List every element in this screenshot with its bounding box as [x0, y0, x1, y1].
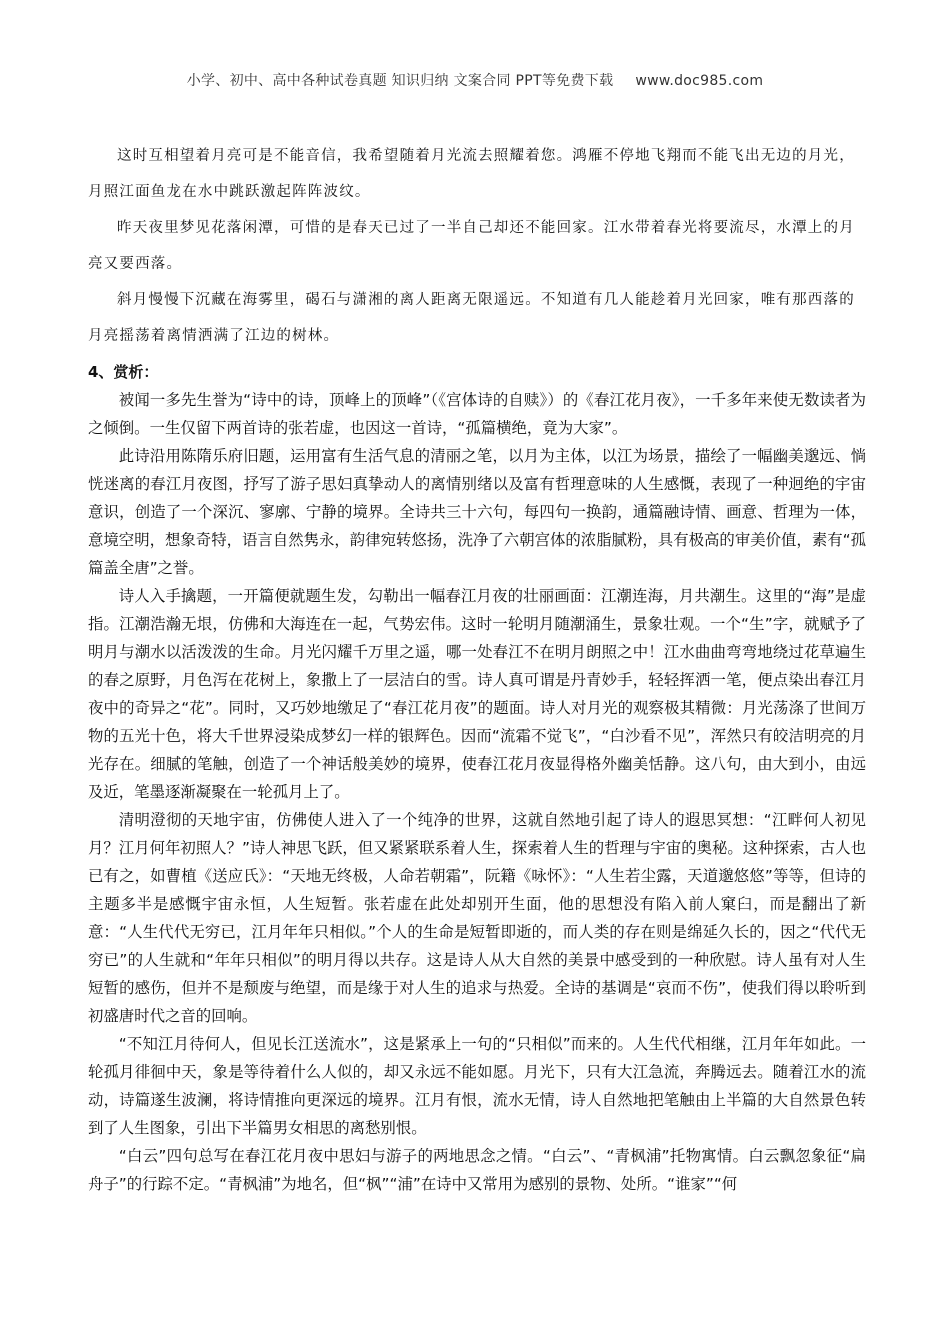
page-header [0, 70, 950, 90]
section-heading: 4、赏析： [88, 363, 159, 381]
translation-paragraph-1: 这时互相望着月亮可是不能音信，我希望随着月光流去照耀着您。鸿雁不停地飞翔而不能飞出无边的月光，月照江面鱼龙在水中跳跃激起阵阵波纹。 [88, 148, 855, 200]
analysis-paragraph-5: “不知江月待何人，但见长江送流水”，这是紧承上一句的“只相似”而来的。人生代代相继，江月年年如此。一轮孤月徘徊中天，象是等待着什么人似的，却又永远不能如愿。月光下，只有大江急流，奔腾远去。随着江水的流动，诗篇遂生波澜，将诗情推向更深远的境界。江月有恨，流水无情，诗人自然地把笔触由上半篇的大自然景色转到了人生图象，引出下半篇男女相思的离愁别恨。 [88, 1035, 866, 1137]
header-site-link[interactable]: www.doc985.com [635, 73, 764, 89]
analysis-body [88, 386, 866, 1198]
analysis-paragraph-6: “白云”四句总写在春江花月夜中思妇与游子的两地思念之情。“白云”、“青枫浦”托物寓情。白云飘忽象征“扁舟子”的行踪不定。“青枫浦”为地名，但“枫”“浦”在诗中又常用为感别的景物、处所。“谁家”“何 [88, 1147, 866, 1193]
translation-paragraph-2: 昨天夜里梦见花落闲潭，可惜的是春天已过了一半自己却还不能回家。江水带着春光将要流尽，水潭上的月亮又要西落。 [88, 220, 855, 272]
header-text: 小学、初中、高中各种试卷真题 知识归纳 文案合同 PPT等免费下载 [186, 73, 614, 89]
translation-paragraph-3: 斜月慢慢下沉藏在海雾里，碣石与潇湘的离人距离无限遥远。不知道有几人能趁着月光回家，唯有那西落的月亮摇荡着离情洒满了江边的树林。 [88, 292, 855, 344]
analysis-paragraph-1: 被闻一多先生誉为“诗中的诗，顶峰上的顶峰”（《宫体诗的自赎》）的《春江花月夜》，一千多年来使无数读者为之倾倒。一生仅留下两首诗的张若虚，也因这一首诗，“孤篇横绝，竟为大家”。 [88, 391, 866, 437]
analysis-paragraph-2: 此诗沿用陈隋乐府旧题，运用富有生活气息的清丽之笔，以月为主体，以江为场景，描绘了一幅幽美邈远、惝恍迷离的春江月夜图，抒写了游子思妇真挚动人的离情别绪以及富有哲理意味的人生感慨，表现了一种迥绝的宇宙意识，创造了一个深沉、寥廓、宁静的境界。全诗共三十六句，每四句一换韵，通篇融诗情、画意、哲理为一体，意境空明，想象奇特，语言自然隽永，韵律宛转悠扬，洗净了六朝宫体的浓脂腻粉，具有极高的审美价值，素有“孤篇盖全唐”之誉。 [88, 447, 866, 577]
analysis-paragraph-3: 诗人入手擒题，一开篇便就题生发，勾勒出一幅春江月夜的壮丽画面：江潮连海，月共潮生。这里的“海”是虚指。江潮浩瀚无垠，仿佛和大海连在一起，气势宏伟。这时一轮明月随潮涌生，景象壮观。一个“生”字，就赋予了明月与潮水以活泼泼的生命。月光闪耀千万里之遥，哪一处春江不在明月朗照之中！江水曲曲弯弯地绕过花草遍生的春之原野，月色泻在花树上，象撒上了一层洁白的雪。诗人真可谓是丹青妙手，轻轻挥洒一笔，便点染出春江月夜中的奇异之“花”。同时，又巧妙地缴足了“春江花月夜”的题面。诗人对月光的观察极其精微：月光荡涤了世间万物的五光十色，将大千世界浸染成梦幻一样的银辉色。因而“流霜不觉飞”，“白沙看不见”，浑然只有皎洁明亮的月光存在。细腻的笔触，创造了一个神话般美妙的境界，使春江花月夜显得格外幽美恬静。这八句，由大到小，由远及近，笔墨逐渐凝聚在一轮孤月上了。 [88, 587, 866, 801]
analysis-paragraph-4: 清明澄彻的天地宇宙，仿佛使人进入了一个纯净的世界，这就自然地引起了诗人的遐思冥想：“江畔何人初见月？江月何年初照人？”诗人神思飞跃，但又紧紧联系着人生，探索着人生的哲理与宇宙的奥秘。这种探索，古人也已有之，如曹植《送应氏》：“天地无终极，人命若朝霜”，阮籍《咏怀》：“人生若尘露，天道邈悠悠”等等，但诗的主题多半是感慨宇宙永恒，人生短暂。张若虚在此处却别开生面，他的思想没有陷入前人窠臼，而是翻出了新意：“人生代代无穷已，江月年年只相似。”个人的生命是短暂即逝的，而人类的存在则是绵延久长的，因之“代代无穷已”的人生就和“年年只相似”的明月得以共存。这是诗人从大自然的美景中感受到的一种欣慰。诗人虽有对人生短暂的感伤，但并不是颓废与绝望，而是缘于对人生的追求与热爱。全诗的基调是“哀而不伤”，使我们得以聆听到初盛唐时代之音的回响。 [88, 811, 866, 1025]
